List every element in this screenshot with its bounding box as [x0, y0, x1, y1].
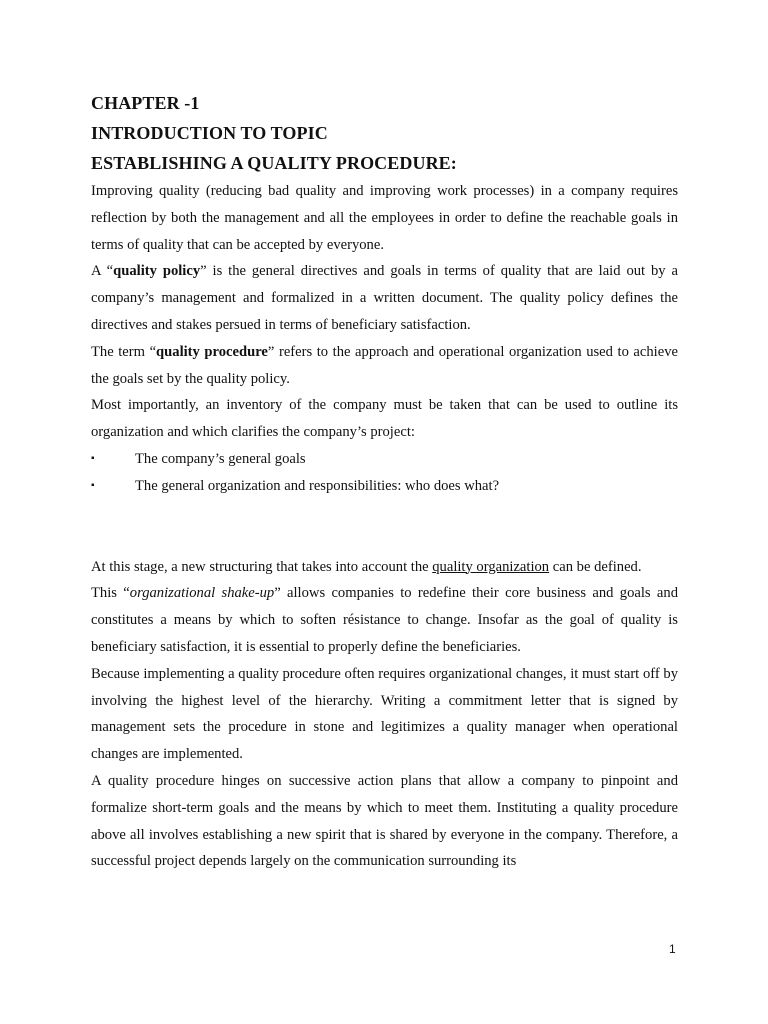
intro-heading: INTRODUCTION TO TOPIC: [91, 123, 328, 143]
text: This “: [91, 585, 130, 602]
paragraph-7: Because implementing a quality procedure often requires organizational changes, it must start off by involving the highest level of the hierarchy. Writing a commitment letter that is signed by management sets the procedure in stone and legitimizes a quality manager when operational changes are implemented.: [91, 665, 678, 763]
text: A “: [91, 263, 114, 280]
bold-term: quality procedure: [156, 343, 268, 360]
list-item: [91, 446, 678, 473]
paragraph-8: A quality procedure hinges on successive action plans that allow a company to pinpoint and formalize short-term goals and the means by which to meet them. Instituting a quality procedure above all involves establishing a new spirit that is shared by everyone in the company. Therefore, a successful project depends largely on the communication surrounding its: [91, 772, 678, 870]
bullet-icon: ▪: [91, 479, 95, 491]
text: At this stage, a new structuring that takes into account the: [91, 558, 433, 575]
list-item: [91, 473, 678, 500]
paragraph-4: Most importantly, an inventory of the company must be taken that can be used to outline its organization and which clarifies the company’s project:: [91, 397, 678, 441]
list-item-text: The general organization and responsibilities: who does what?: [135, 477, 500, 494]
paragraph-2: [91, 258, 678, 338]
bullet-list: [91, 446, 678, 500]
paragraph-5: [91, 554, 678, 581]
paragraph-3: [91, 339, 678, 393]
list-item-text: The company’s general goals: [135, 450, 306, 467]
bold-term: quality policy: [113, 263, 201, 280]
quality-organization-link[interactable]: quality organization: [432, 558, 550, 575]
page-number: 1: [669, 942, 676, 956]
italic-term: organizational shake-up: [129, 585, 275, 602]
bullet-icon: ▪: [91, 452, 95, 464]
text: ” allows companies to redefine their core business and goals and constitutes a means by which to soften résistance to change. Insofar as the goal of quality is beneficiary satisfaction, it is essential to properly define the beneficiaries.: [91, 585, 678, 655]
text: can be defined.: [549, 558, 642, 575]
section-heading: ESTABLISHING A QUALITY PROCEDURE:: [91, 153, 457, 173]
text: ” refers to the approach and operational organization used to achieve the goals set by the quality policy.: [91, 343, 678, 387]
chapter-heading: CHAPTER -1: [91, 93, 200, 113]
spacer: [91, 500, 678, 554]
paragraph-1: Improving quality (reducing bad quality and improving work processes) in a company requires reflection by both the management and all the employees in order to define the reachable goals in terms of quality that can be accepted by everyone.: [91, 183, 678, 253]
page-content: [91, 88, 678, 875]
text: ” is the general directives and goals in terms of quality that are laid out by a company’s management and formalized in a written document. The quality policy defines the directives and stakes persued in terms of beneficiary satisfaction.: [91, 263, 678, 333]
paragraph-6: [91, 580, 678, 660]
text: The term “: [91, 343, 157, 360]
